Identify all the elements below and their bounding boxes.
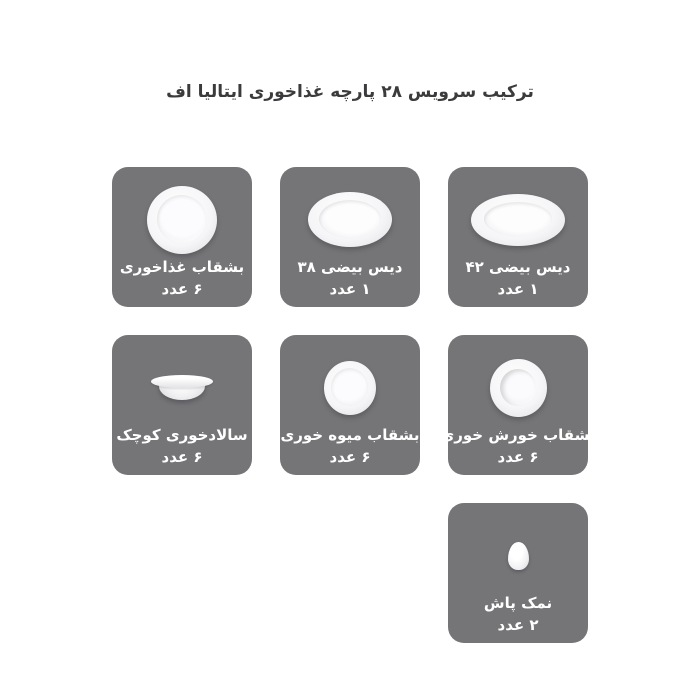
product-tile-oval-dish-42 bbox=[448, 167, 588, 307]
product-label bbox=[484, 592, 552, 643]
product-grid bbox=[112, 167, 596, 643]
product-count-label: ۲ عدد bbox=[497, 616, 539, 634]
product-tile-stew-plate bbox=[440, 335, 596, 475]
product-name-label: بشقاب غذاخوری bbox=[119, 258, 245, 276]
oval-platter-image bbox=[308, 192, 392, 247]
product-image-area bbox=[308, 183, 392, 256]
product-name-label: سالادخوری کوچک bbox=[116, 426, 248, 444]
product-image-area bbox=[147, 183, 217, 256]
product-count-label: ۶ عدد bbox=[161, 280, 203, 298]
product-image-area bbox=[490, 351, 547, 424]
product-name-label: بشقاب خورش خوری bbox=[440, 426, 596, 444]
product-count-label: ۶ عدد bbox=[497, 448, 539, 466]
product-label bbox=[120, 256, 244, 307]
product-tile-oval-dish-38 bbox=[280, 167, 420, 307]
product-count-label: ۶ عدد bbox=[329, 448, 371, 466]
product-label bbox=[116, 424, 247, 475]
product-label bbox=[441, 424, 596, 475]
product-image-area bbox=[324, 351, 376, 424]
product-name-label: دیس بیضی ۳۸ bbox=[297, 258, 403, 276]
salad-bowl-side-image bbox=[151, 375, 213, 401]
product-image-area bbox=[151, 351, 213, 424]
oval-platter-large-image bbox=[471, 194, 565, 246]
product-count-label: ۶ عدد bbox=[161, 448, 203, 466]
product-tile-salt-shaker bbox=[448, 503, 588, 643]
page-title: ترکیب سرویس ۲۸ پارچه غذاخوری ایتالیا اف bbox=[166, 82, 534, 102]
product-name-label: دیس بیضی ۴۲ bbox=[465, 258, 571, 276]
product-label bbox=[280, 424, 419, 475]
product-count-label: ۱ عدد bbox=[329, 280, 371, 298]
round-dinner-plate-image bbox=[147, 186, 217, 254]
round-fruit-plate-image bbox=[324, 361, 376, 415]
product-count-label: ۱ عدد bbox=[497, 280, 539, 298]
product-image-area bbox=[508, 519, 529, 592]
product-tile-fruit-plate bbox=[280, 335, 420, 475]
product-image-area bbox=[471, 183, 565, 256]
salt-shaker-image bbox=[508, 542, 529, 570]
product-name-label: نمک پاش bbox=[483, 594, 553, 612]
product-name-label: بشقاب میوه خوری bbox=[280, 426, 420, 444]
deep-stew-plate-image bbox=[490, 359, 547, 417]
product-label bbox=[298, 256, 403, 307]
product-label bbox=[466, 256, 571, 307]
product-tile-dinner-plate bbox=[112, 167, 252, 307]
product-tile-small-salad-bowl bbox=[112, 335, 252, 475]
